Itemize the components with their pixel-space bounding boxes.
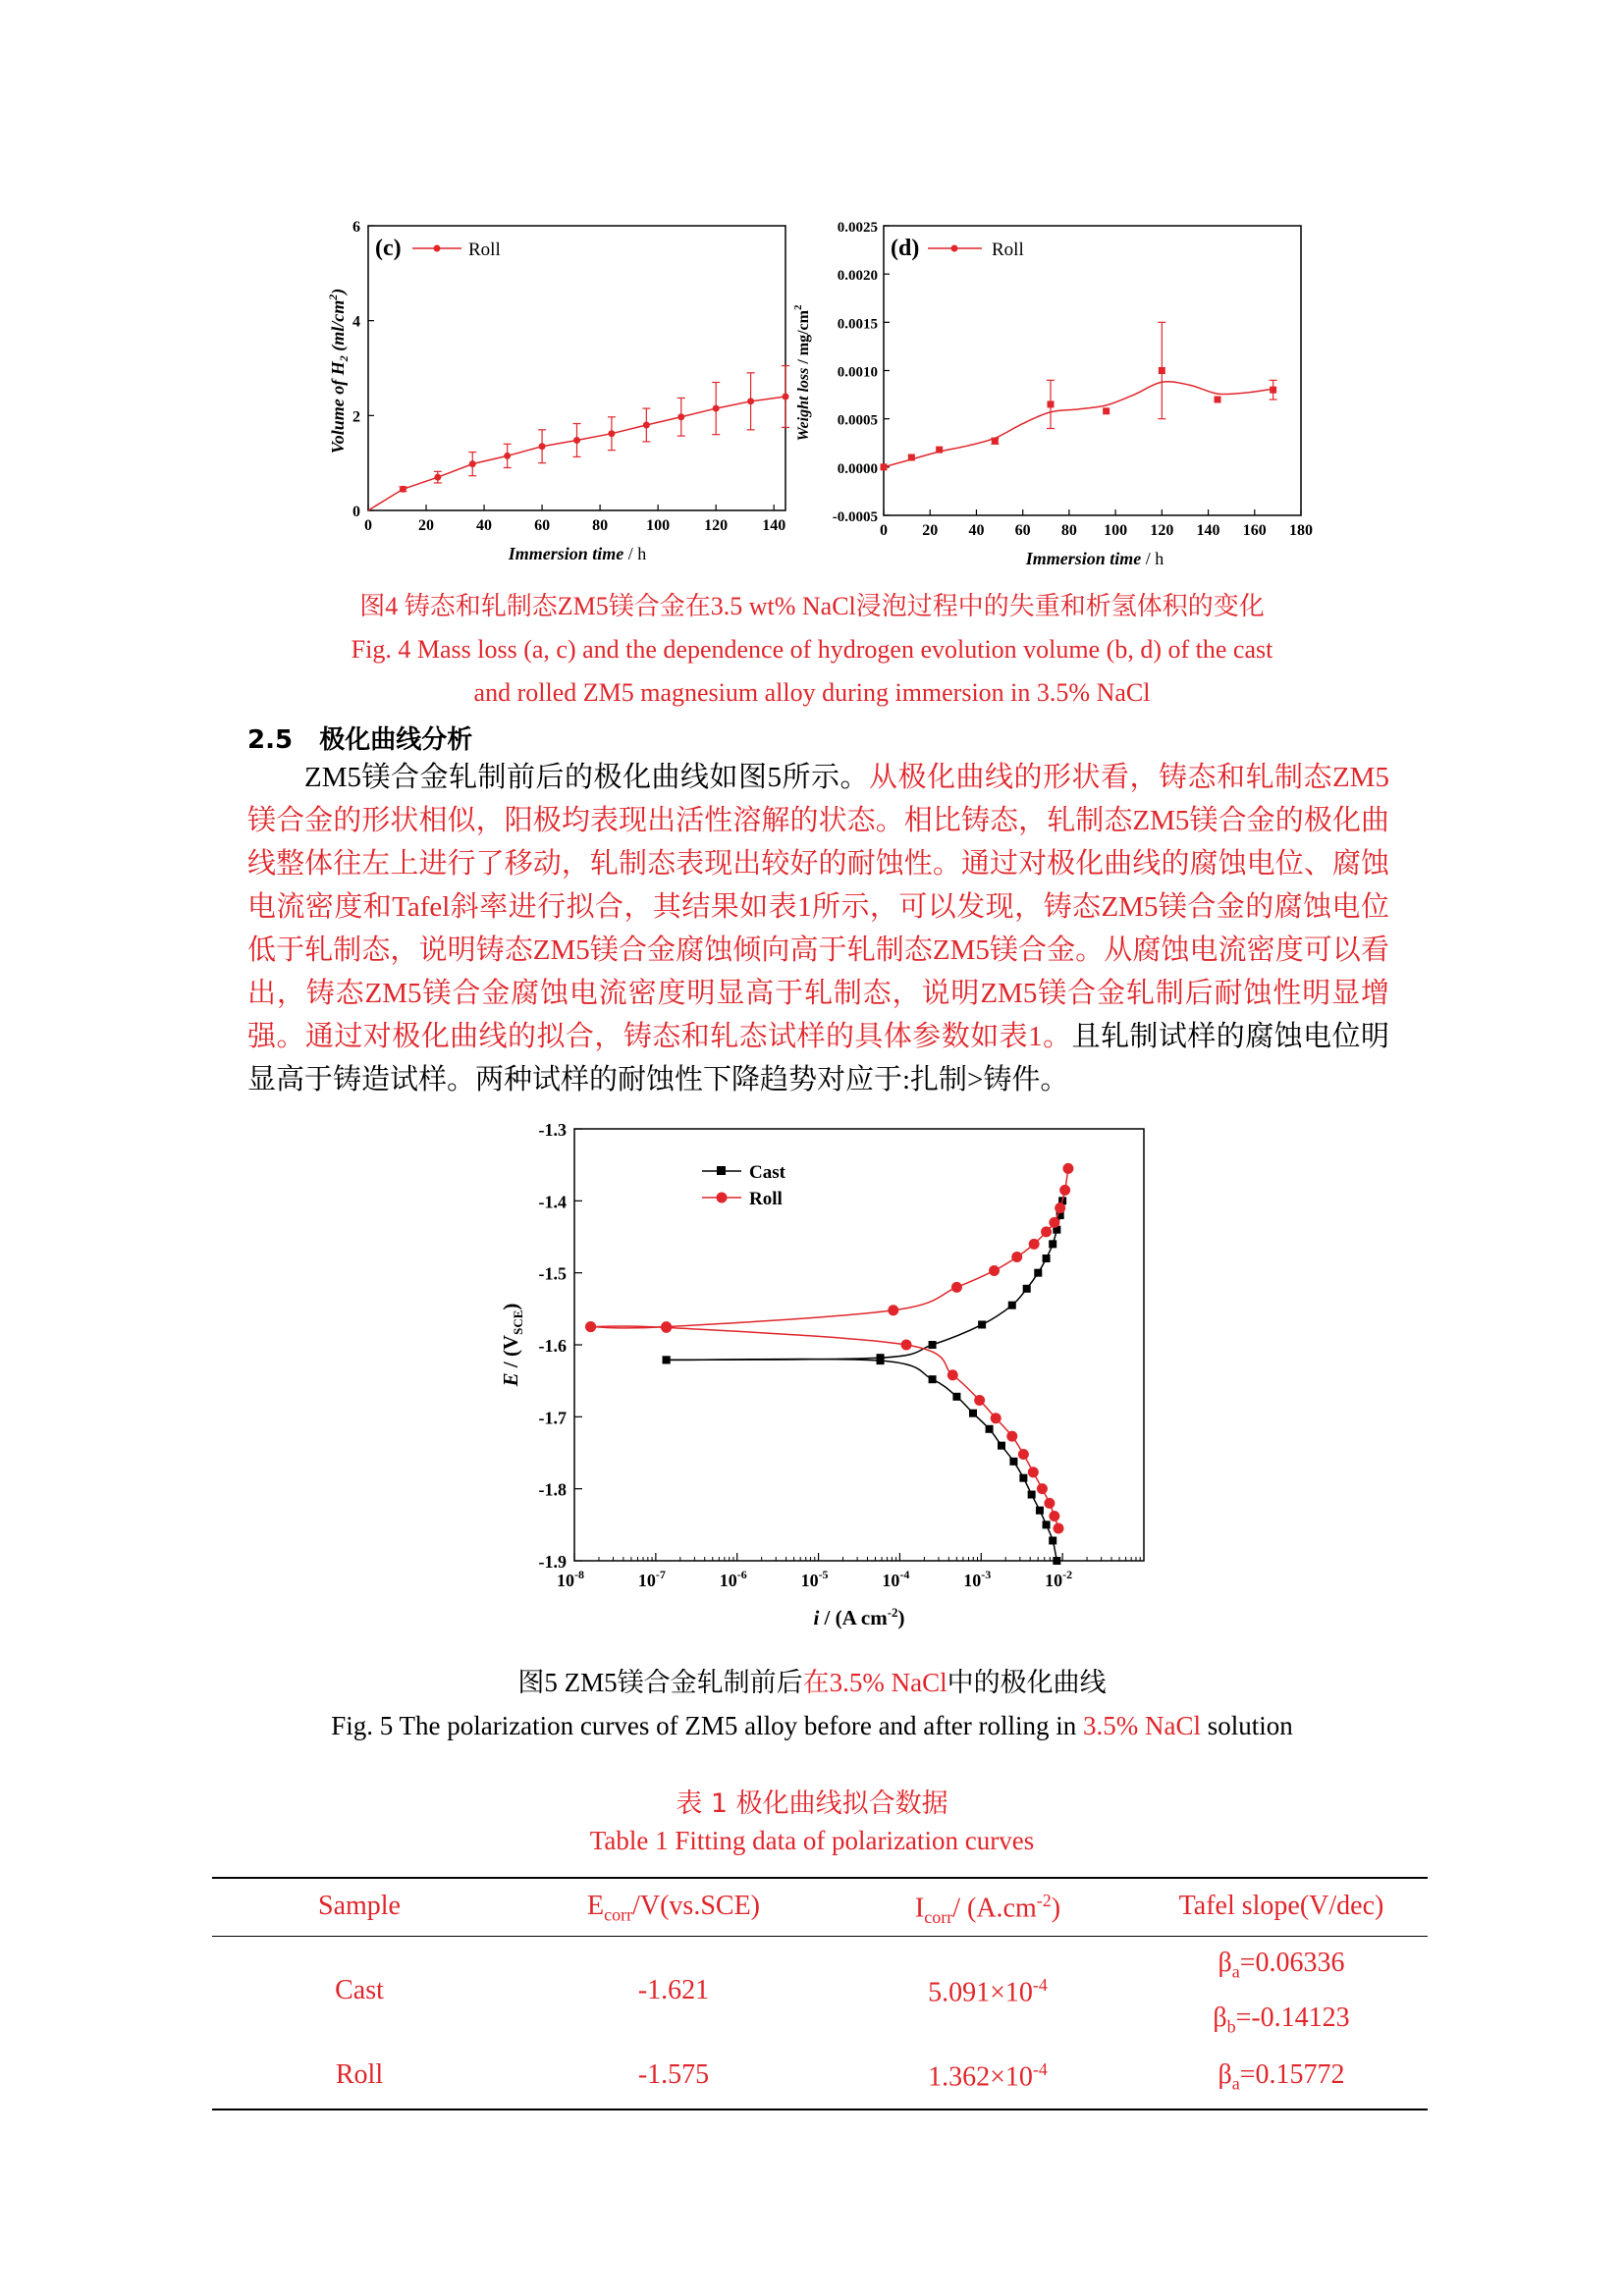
fig4c-xtick-label: 60	[534, 517, 551, 534]
fig5-cast-point	[1008, 1302, 1016, 1309]
fig5-roll-point	[951, 1282, 962, 1293]
fig5-cast-point	[1023, 1285, 1031, 1293]
fig5-legend-roll-marker	[717, 1193, 728, 1203]
fig5-cast-point	[1049, 1240, 1056, 1248]
fig4c-point	[608, 430, 615, 437]
fig5-legend-cast-marker	[717, 1166, 726, 1175]
fig5-cast-point	[663, 1356, 671, 1363]
fig4c-point	[677, 413, 684, 420]
fig4c-point	[434, 474, 441, 481]
section-heading	[247, 720, 472, 756]
fig5-xlabel: i / (A $cm^{-2}$)	[813, 1605, 905, 1629]
fig4c-xlabel: Immersion time / h	[508, 544, 647, 563]
fig4c-xtick-label: 140	[762, 517, 786, 534]
fig4d-chart	[792, 216, 1326, 574]
fig5-roll-point	[1049, 1511, 1059, 1522]
cell-icorr: $5.091\times 10^{-4}$	[928, 1975, 1048, 2008]
fig4c-ytick-label: 4	[352, 313, 360, 331]
fig5-ytick-label: -1.4	[538, 1192, 567, 1212]
fig5-cast-point	[986, 1425, 994, 1433]
fig5-legend-cast-label: Cast	[749, 1162, 785, 1183]
fig5-cast-cathodic-curve	[667, 1359, 1057, 1561]
fig4d-fit-curve-roll	[884, 382, 1273, 467]
fig5-cast-point	[1053, 1557, 1060, 1565]
fig5-roll-point	[1054, 1523, 1064, 1534]
fig5-xtick-label: $10^{-4}$	[882, 1568, 910, 1590]
section-title: 极化曲线分析	[319, 725, 473, 755]
fig5-roll-point	[901, 1340, 912, 1351]
cell-sample: Cast	[335, 1975, 384, 2005]
fig5-cast-point	[1049, 1536, 1056, 1544]
fig5-roll-point	[1037, 1483, 1048, 1494]
cell-icorr: $1.362\times 10^{-4}$	[928, 2059, 1048, 2093]
fig4c-xtick-label: 120	[704, 517, 729, 534]
fig4c-point	[713, 405, 720, 412]
fig5-cast-point	[978, 1320, 986, 1328]
fig4d-point	[1270, 387, 1276, 394]
fig4d-legend-label: Roll	[992, 240, 1024, 260]
fig4d-point	[992, 438, 999, 445]
fig4c-plot-frame	[368, 226, 785, 510]
fig5-caption-cn: 图5 ZM5镁合金轧制前后在3.5% NaCl中的极化曲线	[517, 1668, 1107, 1697]
fig5-roll-point	[1062, 1163, 1073, 1174]
fig4d-xtick-label: 60	[1014, 522, 1031, 539]
fig5-plot-frame	[574, 1129, 1144, 1561]
fig4d-xtick-label: 100	[1104, 522, 1128, 539]
fig4c-xtick-label: 40	[476, 517, 493, 534]
fig5-xtick-label: $10^{-6}$	[719, 1568, 747, 1590]
cell-sample: Roll	[335, 2059, 384, 2090]
table1-title	[196, 1783, 1428, 1855]
fig4c-xtick-label: 0	[364, 517, 372, 534]
fig4d-xtick-label: 80	[1060, 522, 1077, 539]
header-sample: Sample	[318, 1891, 401, 1921]
fig5-cast-point	[1036, 1507, 1044, 1515]
fig4c-legend-label: Roll	[468, 240, 501, 260]
fig4c-point	[643, 422, 650, 429]
fig4d-xtick-label: 140	[1196, 522, 1220, 539]
fig4c-legend-marker	[434, 245, 441, 252]
fig4c-point	[573, 437, 580, 444]
fig5-roll-point	[1028, 1467, 1039, 1477]
fig5-roll-point	[989, 1265, 1000, 1276]
fig4d-xtick-label: 20	[922, 522, 939, 539]
paragraph-segment-3: 且轧制试样的腐蚀电位明显高于铸造试样。两种试样的耐蚀性下降趋势对应于:扎制>铸件。	[247, 1021, 1389, 1095]
body-paragraph	[247, 756, 1389, 1101]
fig4-caption-en-1: Fig. 4 Mass loss (a, c) and the dependence of hydrogen evolution volume (b, d) of the cast	[351, 635, 1273, 664]
cell-beta-b: $\beta_b=-0.14123$	[1213, 2002, 1350, 2037]
fig4d-xlabel: Immersion time / h	[1025, 549, 1164, 568]
fig4d-xtick-label: 120	[1150, 522, 1174, 539]
fig4c-point	[783, 394, 789, 400]
fig5-cast-point	[998, 1442, 1005, 1450]
fig4d-xtick-label: 40	[968, 522, 985, 539]
fig4d-ytick-label: 0.0020	[837, 268, 878, 285]
table-row	[212, 1936, 1428, 2048]
fig4-caption-en-2: and rolled ZM5 magnesium alloy during immersion in 3.5% NaCl	[473, 678, 1151, 707]
fig4d-point	[908, 454, 915, 461]
fig5-ytick-label: -1.8	[538, 1479, 567, 1500]
fig5-roll-point	[1049, 1217, 1059, 1228]
fig5-cast-point	[929, 1341, 937, 1349]
fig5-legend-roll-label: Roll	[749, 1189, 783, 1209]
fig5-roll-point	[1018, 1449, 1029, 1460]
fig4d-point	[1159, 367, 1165, 374]
fig4c-point	[504, 453, 511, 459]
cell-ecorr: -1.621	[637, 1975, 710, 2005]
fig4c-ylabel: Volume of $H_2$ $(ml/cm^2)$	[326, 288, 351, 454]
fig4d-xtick-label: 0	[880, 522, 888, 539]
fig4c-panel-label: (c)	[375, 236, 402, 261]
fig5-cast-point	[1043, 1521, 1051, 1528]
fig5-ytick-label: -1.6	[538, 1336, 567, 1356]
fig4-caption	[196, 585, 1428, 715]
section-number: 2.5	[247, 725, 294, 755]
fig4d-point	[1103, 407, 1110, 414]
fig4d-point	[881, 463, 888, 470]
paragraph-segment-2: 从极化曲线的形状看，铸态和轧制态ZM5镁合金的形状相似，阳极均表现出活性溶解的状态。相比铸态，轧制态ZM5镁合金的极化曲线整体往左上进行了移动，轧制态表现出较好的耐蚀性。通过对极化曲线的腐蚀电位、腐蚀电流密度和Tafel斜率进行拟合，其结果如表1所示，可以发现，铸态ZM5镁合金的腐蚀电位低于轧制态，说明铸态ZM5镁合金腐蚀倾向高于轧制态ZM5镁合金。从腐蚀电流密度可以看出，铸态ZM5镁合金腐蚀电流密度明显高于轧制态，说明ZM5镁合金轧制后耐蚀性明显增强。通过对极化曲线的拟合，铸态和轧态试样的具体参数如表1。	[247, 762, 1389, 1052]
fig5-chart	[496, 1119, 1173, 1639]
fig4d-ytick-label: 0.0010	[837, 364, 878, 381]
fig4d-ytick-label: 0.0000	[837, 460, 878, 477]
fig4d-xtick-label: 160	[1242, 522, 1267, 539]
fig5-cast-point	[1019, 1474, 1027, 1482]
fig5-roll-anodic-curve	[591, 1168, 1068, 1328]
fig5-roll-point	[1041, 1226, 1052, 1237]
cell-beta-a: $\beta_a=0.06336$	[1218, 1948, 1345, 1982]
fig4d-ytick-label: 0.0025	[837, 220, 878, 236]
fig5-roll-point	[1059, 1185, 1070, 1196]
fig5-cast-point	[929, 1375, 937, 1383]
fig5-cast-point	[969, 1410, 977, 1417]
fig5-cast-point	[1043, 1255, 1051, 1262]
fig5-xtick-label: $10^{-8}$	[557, 1568, 584, 1590]
cell-ecorr: -1.575	[637, 2059, 710, 2090]
fig4c-point	[747, 398, 754, 404]
header-tafel: Tafel slope(V/dec)	[1178, 1891, 1384, 1921]
fig5-cast-point	[1034, 1269, 1042, 1277]
fig5-xtick-label: $10^{-7}$	[637, 1568, 666, 1590]
fig4c-chart	[314, 216, 795, 574]
fig4d-plot-frame	[884, 226, 1301, 515]
fig5-ylabel: E / $(V_{SCE})$	[499, 1303, 525, 1387]
fig5-cast-point	[1009, 1458, 1017, 1466]
fig5-roll-point	[661, 1322, 672, 1333]
fig5-roll-point	[1011, 1252, 1022, 1262]
fig5-roll-point	[1055, 1202, 1065, 1213]
fig5-xtick-label: $10^{-3}$	[963, 1568, 992, 1590]
fig5-roll-point	[888, 1305, 898, 1315]
header-icorr: $I_{corr}/$ $(A.cm^{-2})$	[914, 1891, 1061, 1927]
fig4d-ytick-label: 0.0015	[837, 316, 878, 333]
fig5-cast-point	[1028, 1491, 1036, 1499]
fig4d-ytick-label: 0.0005	[837, 412, 878, 429]
fig5-ytick-label: -1.9	[538, 1552, 567, 1572]
fig4d-point	[1048, 400, 1055, 407]
fig5-xtick-label: $10^{-2}$	[1045, 1568, 1073, 1590]
fig5-ytick-label: -1.5	[538, 1263, 567, 1284]
header-ecorr: $E_{corr}/V(vs.SCE)$	[587, 1891, 760, 1925]
table1-title-cn: 表 1 极化曲线拟合数据	[676, 1789, 948, 1819]
table-row	[212, 2048, 1428, 2107]
table1-title-en: Table 1 Fitting data of polarization curves	[589, 1826, 1035, 1855]
fig4d-xtick-label: 180	[1289, 522, 1313, 539]
fig5-roll-point	[974, 1395, 985, 1406]
cell-beta-a: $\beta_a=0.15772$	[1218, 2059, 1345, 2094]
fig4c-ytick-label: 0	[352, 504, 360, 520]
fig5-roll-point	[947, 1369, 958, 1380]
fig4c-point	[469, 460, 476, 467]
fig4d-legend-marker	[951, 245, 958, 252]
fig4d-ytick-label: -0.0005	[832, 509, 878, 525]
fig5-ytick-label: -1.7	[538, 1408, 567, 1428]
fig4c-point	[400, 486, 406, 493]
fig5-cast-anodic-curve	[667, 1201, 1063, 1360]
fig4d-ylabel: Weight loss / $mg/cm^2$	[792, 304, 812, 442]
table1	[212, 1877, 1428, 2110]
fig5-roll-point	[1029, 1239, 1040, 1250]
fig5-cast-point	[877, 1357, 885, 1364]
fig4c-ytick-label: 2	[352, 408, 360, 426]
fig4d-point	[936, 447, 943, 454]
fig5-cast-point	[952, 1393, 960, 1401]
fig4c-ytick-label: 6	[352, 219, 360, 236]
fig5-caption	[196, 1661, 1428, 1747]
table1-header-row	[212, 1879, 1428, 1937]
fig4c-point	[539, 443, 546, 450]
fig4c-xtick-label: 20	[418, 517, 435, 534]
fig4c-xtick-label: 100	[646, 517, 671, 534]
fig5-caption-en: Fig. 5 The polarization curves of ZM5 alloy before and after rolling in 3.5% NaCl solution	[331, 1711, 1293, 1740]
fig5-roll-point	[991, 1413, 1001, 1423]
fig4d-panel-label: (d)	[891, 236, 920, 261]
fig4-caption-cn: 图4 铸态和轧制态ZM5镁合金在3.5 wt% NaCl浸泡过程中的失重和析氢体积的变化	[359, 592, 1265, 620]
fig5-roll-point	[1006, 1431, 1017, 1442]
fig5-roll-point	[585, 1321, 596, 1332]
fig4c-xtick-label: 80	[592, 517, 609, 534]
fig5-ytick-label: -1.3	[538, 1120, 567, 1140]
fig5-roll-point	[1044, 1498, 1055, 1509]
fig4d-point	[1215, 397, 1221, 403]
paragraph-segment-1: ZM5镁合金轧制前后的极化曲线如图5所示。	[304, 762, 869, 793]
fig5-xtick-label: $10^{-5}$	[800, 1568, 829, 1590]
